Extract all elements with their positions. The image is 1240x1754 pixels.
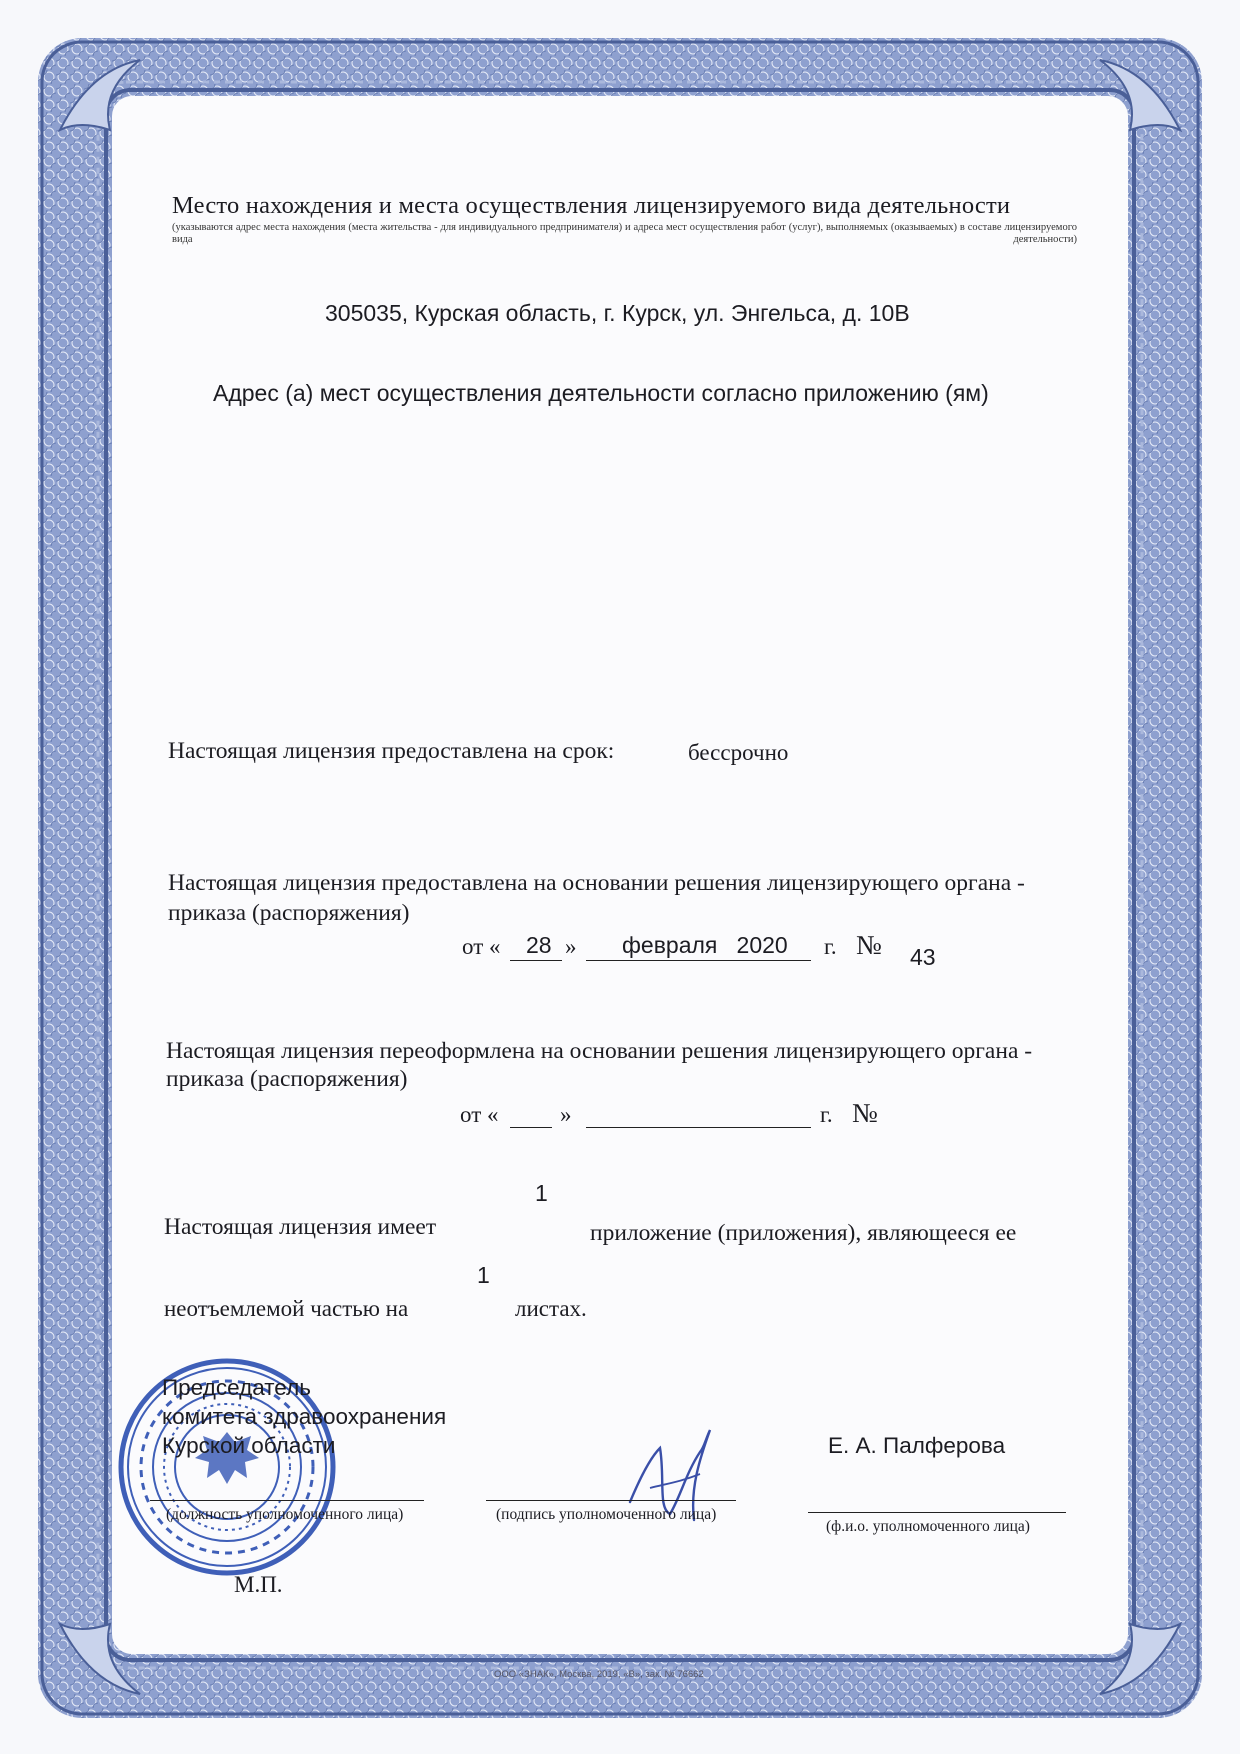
reissue-year-suffix: г. — [820, 1102, 833, 1127]
basis-month-year: февраля 2020 — [622, 932, 788, 958]
attachments-tail: приложение (приложения), являющееся ее — [590, 1220, 1017, 1246]
name-underline — [808, 1512, 1066, 1513]
sheets-label: неотъемлемой частью на — [164, 1296, 409, 1321]
places-note: Адрес (а) мест осуществления деятельности согласно приложению (ям) — [213, 380, 989, 406]
licensee-address: 305035, Курская область, г. Курск, ул. Энгельса, д. 10В — [325, 300, 910, 326]
attachments-label: Настоящая лицензия имеет — [164, 1214, 437, 1240]
position-underline — [150, 1500, 424, 1501]
reissue-line-2: приказа (распоряжения) — [166, 1066, 408, 1092]
reissue-day-underline — [510, 1127, 552, 1128]
signature-underline — [486, 1500, 736, 1501]
basis-day-underline — [510, 960, 562, 961]
signer-position-line-1: Председатель — [162, 1375, 311, 1400]
term-label: Настоящая лицензия предоставлена на срок: — [168, 738, 615, 764]
basis-close-quote: » — [565, 934, 577, 959]
reissue-number-sign: № — [852, 1098, 878, 1128]
reissue-from: от « — [460, 1102, 499, 1127]
printer-imprint: ООО «ЗНАК», Москва, 2019, «В», зак. № 76662 — [494, 1669, 704, 1680]
sheets-count: 1 — [477, 1262, 490, 1288]
reissue-line-1: Настоящая лицензия переоформлена на основании решения лицензирующего органа - — [166, 1038, 1033, 1064]
name-caption: (ф.и.о. уполномоченного лица) — [826, 1518, 1030, 1535]
stamp-label: М.П. — [234, 1572, 283, 1597]
heading-note: (указываются адрес места нахождения (места жительства - для индивидуального предпринимателя) и адреса мест осуществления работ (услуг), выполняемых (оказываемых) в составе лицензируемого вида деятельности) — [172, 222, 1077, 245]
basis-from: от « — [462, 934, 501, 959]
basis-line-1: Настоящая лицензия предоставлена на основании решения лицензирующего органа - — [168, 870, 1025, 896]
heading-title: Место нахождения и места осуществления лицензируемого вида деятельности — [172, 192, 1011, 219]
term-value: бессрочно — [688, 740, 789, 765]
sheets-tail: листах. — [515, 1296, 587, 1321]
signer-position-line-3: Курской области — [162, 1433, 336, 1458]
basis-number: 43 — [910, 944, 936, 970]
position-caption: (должность уполномоченного лица) — [166, 1506, 404, 1523]
reissue-close-quote: » — [560, 1102, 572, 1127]
basis-number-sign: № — [856, 930, 882, 960]
basis-date-underline — [586, 960, 811, 961]
basis-line-2: приказа (распоряжения) — [168, 900, 410, 926]
signer-position-line-2: комитета здравоохранения — [162, 1404, 447, 1429]
attachments-count: 1 — [535, 1180, 548, 1206]
signer-name: Е. А. Палферова — [828, 1433, 1006, 1458]
signature-caption: (подпись уполномоченного лица) — [496, 1506, 717, 1523]
basis-day: 28 — [526, 932, 552, 958]
reissue-date-underline — [586, 1127, 811, 1128]
basis-year-suffix: г. — [824, 934, 837, 959]
